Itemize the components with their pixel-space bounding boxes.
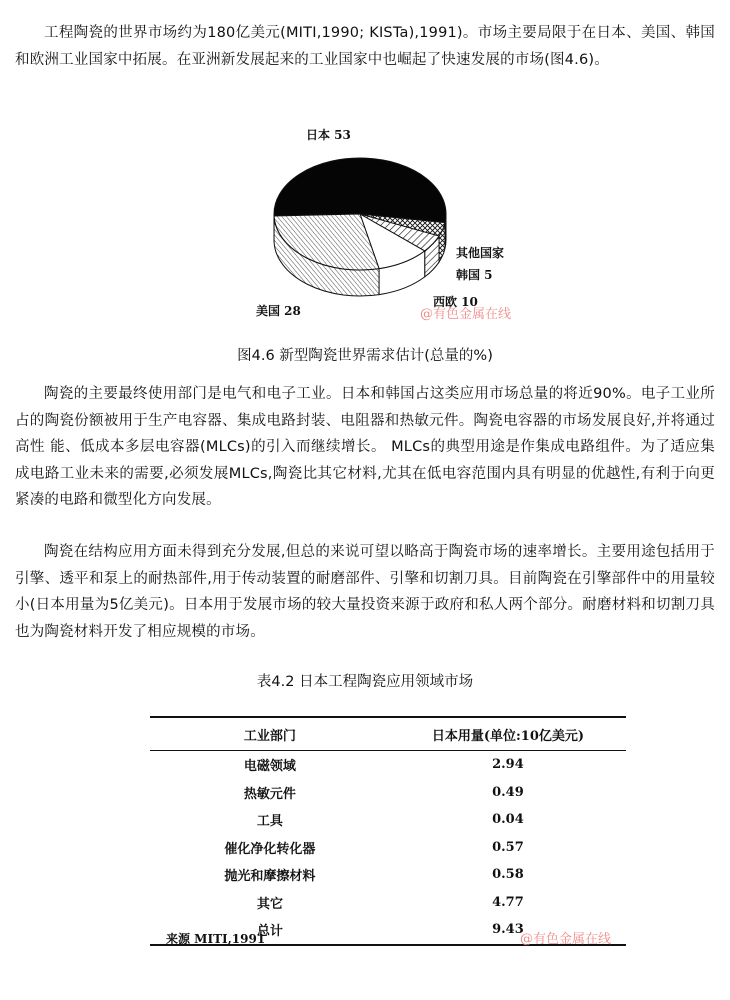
pie-label-usa: 美国 28 bbox=[256, 304, 301, 318]
table-header-usage: 日本用量(单位:10亿美元) bbox=[390, 717, 626, 751]
table-cell-sector: 抛光和摩擦材料 bbox=[224, 869, 316, 885]
paragraph-structural: 陶瓷在结构应用方面未得到充分发展,但总的来说可望以略高于陶瓷市场的速率增长。主要用途包括用于引擎、透平和泵上的耐热部件,用于传动装置的耐磨部件、引擎和切割刀具。目前陶瓷在引擎部件中的用量较小(日本用量为5亿美元)。日本用于发展市场的较大量投资来源于政府和私人两个部分。耐磨材料和切割刀具也为陶瓷材料开发了相应规模的市场。 bbox=[15, 544, 715, 640]
pie-label-westeurope: 西欧 10 bbox=[433, 295, 478, 309]
table-caption: 表4.2 日本工程陶瓷应用领域市场 bbox=[256, 674, 474, 690]
table-cell-value: 9.43 bbox=[390, 916, 626, 945]
pie-label-others: 其他国家 bbox=[456, 246, 505, 260]
pie-label-korea: 韩国 5 bbox=[456, 268, 493, 282]
table-cell-value: 4.77 bbox=[492, 894, 524, 910]
table-cell-sector: 电磁领域 bbox=[243, 759, 296, 775]
table-header-row bbox=[150, 717, 626, 751]
watermark-2: @有色金属在线 bbox=[520, 932, 612, 947]
table-row bbox=[150, 779, 626, 807]
table-cell-value: 0.58 bbox=[492, 867, 524, 883]
table-cell-sector: 热敏元件 bbox=[243, 786, 296, 802]
table-cell-sector: 其它 bbox=[256, 896, 283, 912]
table-cell-value: 0.04 bbox=[492, 812, 524, 828]
table-row bbox=[150, 889, 626, 917]
table-cell-sector: 工具 bbox=[256, 814, 283, 830]
table-cell-value: 2.94 bbox=[492, 757, 524, 773]
table-cell-sector: 总计 bbox=[150, 916, 390, 945]
table-cell-value: 0.49 bbox=[492, 784, 524, 800]
table-cell-value: 0.57 bbox=[492, 839, 524, 855]
table-row bbox=[150, 834, 626, 862]
table-row bbox=[150, 806, 626, 834]
paragraph-electronics: 陶瓷的主要最终使用部门是电气和电子工业。日本和韩国占这类应用市场总量的将近90%。电子工业所占的陶瓷份额被用于生产电容器、集成电路封装、电阻器和热敏元件。陶瓷电容器的市场发展良好,并将通过高性 能、低成本多层电容器(MLCs)的引入而继续增长。 MLCs的典型用途是作集成电路组件。为了适应集成电路工业未来的需要,必须发展MLCs,陶瓷比其它材料,尤其在低电容范围内具有明显的优越性,有利于向更紧凑的电路和微型化方向发展。 bbox=[15, 386, 715, 508]
table-cell-sector: 催化净化转化器 bbox=[224, 841, 316, 857]
table-row bbox=[150, 861, 626, 889]
paragraph-intro: 工程陶瓷的世界市场约为180亿美元(MITI,1990; KISTa),1991)。市场主要局限于在日本、美国、韩国和欧洲工业国家中拓展。在亚洲新发展起来的工业国家中也崛起了快速发展的市场(图4.6)。 bbox=[15, 25, 715, 68]
table-row bbox=[150, 751, 626, 779]
figure-caption: 图4.6 新型陶瓷世界需求估计(总量的%) bbox=[237, 348, 493, 364]
table-source: 来源 MITI,1991 bbox=[166, 932, 266, 946]
table-header-sector: 工业部门 bbox=[150, 717, 390, 751]
market-table bbox=[150, 716, 626, 946]
pie-label-japan: 日本 53 bbox=[306, 128, 351, 142]
pie-slice-0 bbox=[274, 158, 446, 223]
watermark-1: @有色金属在线 bbox=[420, 307, 512, 322]
